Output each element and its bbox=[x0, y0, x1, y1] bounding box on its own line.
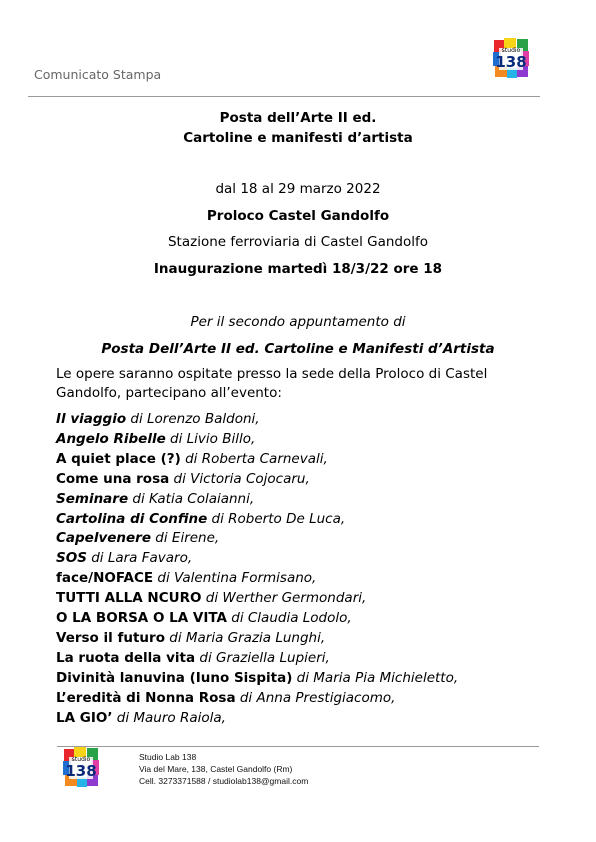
svg-text:studio: studio bbox=[501, 47, 521, 54]
artist-name: di Roberta Carnevali, bbox=[180, 450, 328, 467]
event-dates: dal 18 al 29 marzo 2022 bbox=[215, 181, 381, 197]
artwork-title: Come una rosa bbox=[56, 470, 170, 487]
artwork-title: Capelvenere bbox=[56, 530, 152, 547]
intro-paragraph-part-1: Le opere saranno ospitate presso la sede della Proloco di Castel Gandolfo, bbox=[56, 366, 488, 401]
header-divider bbox=[28, 96, 540, 97]
footer-address: Via del Mare, 138, Castel Gandolfo (Rm) bbox=[139, 764, 293, 774]
event-station: Stazione ferroviaria di Castel Gandolfo bbox=[167, 234, 428, 250]
title-line-1: Posta dell’Arte II ed. bbox=[219, 110, 377, 126]
artwork-title: O LA BORSA O LA VITA bbox=[56, 610, 227, 627]
artist-list-item bbox=[56, 629, 556, 649]
artist-list bbox=[56, 410, 556, 729]
artist-list-item bbox=[56, 649, 556, 669]
studio-logo-icon bbox=[493, 38, 529, 78]
artist-list-item bbox=[56, 529, 556, 549]
artist-name: di Maria Pia Michieletto, bbox=[292, 669, 459, 686]
artist-list-item bbox=[56, 569, 556, 589]
svg-text:studio: studio bbox=[71, 756, 91, 763]
artist-name: di Valentina Formisano, bbox=[153, 570, 317, 587]
artwork-title: Cartolina di Confine bbox=[56, 510, 208, 527]
svg-text:138: 138 bbox=[65, 762, 97, 780]
artist-name: di Claudia Lodolo, bbox=[226, 610, 352, 627]
artist-name: di Anna Prestigiacomo, bbox=[235, 689, 396, 706]
footer-divider bbox=[57, 746, 539, 747]
artist-list-item bbox=[56, 689, 556, 709]
footer-studio-name: Studio Lab 138 bbox=[139, 752, 197, 762]
artist-list-item bbox=[56, 709, 556, 729]
artwork-title: A quiet place (?) bbox=[56, 450, 181, 467]
artist-name: di Graziella Lupieri, bbox=[195, 649, 330, 666]
artist-list-item bbox=[56, 669, 556, 689]
artist-name: di Livio Billo, bbox=[165, 430, 256, 447]
footer-contact: Cell. 3273371588 / studiolab138@gmail.com bbox=[139, 776, 309, 786]
artist-name: di Victoria Cojocaru, bbox=[169, 470, 310, 487]
artist-name: di Werther Germondari, bbox=[201, 590, 367, 607]
title-line-2: Cartoline e manifesti d’artista bbox=[183, 130, 413, 146]
svg-text:138: 138 bbox=[495, 53, 527, 71]
event-venue: Proloco Castel Gandolfo bbox=[206, 208, 390, 224]
artist-name: di Roberto De Luca, bbox=[207, 510, 346, 527]
artist-name: di Lara Favaro, bbox=[86, 550, 193, 567]
artwork-title: TUTTI ALLA NCURO bbox=[56, 590, 202, 607]
footer-logo-icon bbox=[63, 747, 99, 787]
artist-name: di Katia Colaianni, bbox=[128, 490, 255, 507]
artist-list-item bbox=[56, 410, 556, 430]
artist-list-item bbox=[56, 589, 556, 609]
artwork-title: Divinità lanuvina (Iuno Sispita) bbox=[56, 669, 293, 686]
artwork-title: Angelo Ribelle bbox=[56, 430, 166, 447]
artist-name: di Eirene, bbox=[151, 530, 220, 547]
artwork-title: Seminare bbox=[56, 490, 129, 507]
artist-list-item bbox=[56, 470, 556, 490]
event-name: Posta Dell’Arte II ed. Cartoline e Manifesti d’Artista bbox=[101, 341, 495, 357]
artist-list-item bbox=[56, 450, 556, 470]
artwork-title: L’eredità di Nonna Rosa bbox=[56, 689, 236, 706]
artwork-title: Il viaggio bbox=[56, 411, 127, 427]
intro-paragraph-part-2: partecipano all’evento: bbox=[125, 385, 282, 401]
artist-name: di Mauro Raiola, bbox=[112, 709, 226, 726]
artist-list-item bbox=[56, 430, 556, 450]
intro-paragraph bbox=[56, 365, 526, 403]
artwork-title: La ruota della vita bbox=[56, 649, 196, 666]
inauguration-line: Inaugurazione martedì 18/3/22 ore 18 bbox=[153, 261, 443, 277]
artist-name: di Lorenzo Baldoni, bbox=[126, 411, 260, 427]
header-label: Comunicato Stampa bbox=[34, 67, 162, 82]
artist-list-item bbox=[56, 510, 556, 530]
artist-name: di Maria Grazia Lunghi, bbox=[164, 629, 326, 646]
artist-list-item bbox=[56, 490, 556, 510]
artwork-title: LA GIO’ bbox=[56, 709, 113, 726]
intro-lead: Per il secondo appuntamento di bbox=[190, 314, 406, 330]
footer-contact-block bbox=[139, 751, 308, 787]
artwork-title: Verso il futuro bbox=[56, 629, 165, 646]
artwork-title: face/NOFACE bbox=[56, 570, 154, 587]
artwork-title: SOS bbox=[56, 550, 87, 567]
artist-list-item bbox=[56, 609, 556, 629]
artist-list-item bbox=[56, 549, 556, 569]
